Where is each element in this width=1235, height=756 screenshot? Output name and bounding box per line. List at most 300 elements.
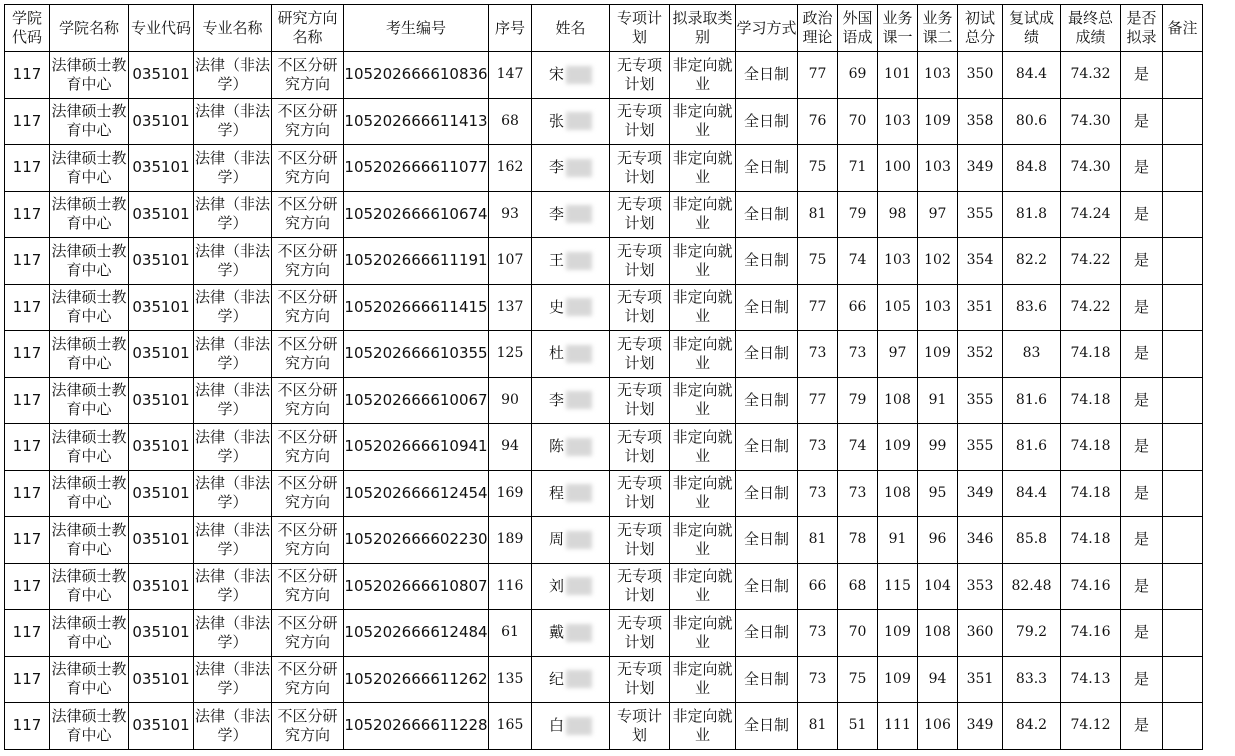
cell-plan: 无专项计划 <box>610 331 670 378</box>
cell-course2: 108 <box>918 610 958 657</box>
table-row <box>5 98 1203 145</box>
cell-initial: 351 <box>958 284 1003 331</box>
cell-admit: 是 <box>1121 331 1163 378</box>
cell-name <box>532 424 610 471</box>
cell-exam-id: 105202666611262 <box>344 656 489 703</box>
cell-initial: 354 <box>958 238 1003 285</box>
cell-plan: 专项计划 <box>610 703 670 750</box>
student-name: 陈 <box>548 437 564 456</box>
privacy-blur-mask <box>566 345 592 363</box>
cell-retest: 84.4 <box>1003 470 1061 517</box>
cell-course2: 99 <box>918 424 958 471</box>
table-row <box>5 424 1203 471</box>
cell-college: 法律硕士教育中心 <box>50 191 129 238</box>
cell-major: 法律（非法学） <box>194 377 272 424</box>
cell-code: 117 <box>5 703 50 750</box>
cell-seq: 93 <box>489 191 532 238</box>
cell-code: 117 <box>5 145 50 192</box>
cell-direction: 不区分研究方向 <box>272 145 344 192</box>
cell-category: 非定向就业 <box>670 145 736 192</box>
cell-major-code: 035101 <box>129 703 194 750</box>
cell-name <box>532 52 610 99</box>
cell-code: 117 <box>5 656 50 703</box>
cell-initial: 355 <box>958 424 1003 471</box>
cell-code: 117 <box>5 517 50 564</box>
cell-initial: 349 <box>958 703 1003 750</box>
privacy-blur-mask <box>566 205 592 223</box>
cell-college: 法律硕士教育中心 <box>50 98 129 145</box>
cell-name <box>532 703 610 750</box>
student-name: 纪 <box>548 669 564 688</box>
cell-mode: 全日制 <box>736 284 798 331</box>
cell-course1: 103 <box>878 238 918 285</box>
cell-category: 非定向就业 <box>670 284 736 331</box>
cell-direction: 不区分研究方向 <box>272 470 344 517</box>
cell-major: 法律（非法学） <box>194 191 272 238</box>
cell-major: 法律（非法学） <box>194 98 272 145</box>
cell-plan: 无专项计划 <box>610 563 670 610</box>
cell-name <box>532 377 610 424</box>
cell-admit: 是 <box>1121 424 1163 471</box>
cell-admit: 是 <box>1121 656 1163 703</box>
student-name: 王 <box>548 251 564 270</box>
cell-initial: 350 <box>958 52 1003 99</box>
cell-exam-id: 105202666612484 <box>344 610 489 657</box>
cell-code: 117 <box>5 238 50 285</box>
cell-plan: 无专项计划 <box>610 238 670 285</box>
column-header: 政治理论 <box>798 5 838 52</box>
admission-table <box>4 4 1203 750</box>
cell-exam-id: 105202666612454 <box>344 470 489 517</box>
cell-retest: 84.2 <box>1003 703 1061 750</box>
cell-mode: 全日制 <box>736 238 798 285</box>
cell-admit: 是 <box>1121 610 1163 657</box>
cell-course1: 91 <box>878 517 918 564</box>
cell-exam-id: 105202666602230 <box>344 517 489 564</box>
cell-course2: 106 <box>918 703 958 750</box>
cell-note <box>1163 284 1203 331</box>
cell-major: 法律（非法学） <box>194 145 272 192</box>
cell-admit: 是 <box>1121 238 1163 285</box>
cell-category: 非定向就业 <box>670 191 736 238</box>
cell-mode: 全日制 <box>736 517 798 564</box>
cell-final: 74.22 <box>1061 284 1121 331</box>
cell-note <box>1163 517 1203 564</box>
cell-seq: 137 <box>489 284 532 331</box>
cell-plan: 无专项计划 <box>610 517 670 564</box>
privacy-blur-mask <box>566 438 592 456</box>
privacy-blur-mask <box>566 66 592 84</box>
cell-note <box>1163 191 1203 238</box>
cell-retest: 80.6 <box>1003 98 1061 145</box>
column-header: 专项计划 <box>610 5 670 52</box>
table-row <box>5 145 1203 192</box>
cell-major-code: 035101 <box>129 331 194 378</box>
column-header: 是否拟录 <box>1121 5 1163 52</box>
cell-major-code: 035101 <box>129 238 194 285</box>
student-name: 宋 <box>548 65 564 84</box>
cell-category: 非定向就业 <box>670 563 736 610</box>
cell-admit: 是 <box>1121 703 1163 750</box>
cell-course1: 98 <box>878 191 918 238</box>
cell-college: 法律硕士教育中心 <box>50 563 129 610</box>
cell-note <box>1163 563 1203 610</box>
cell-politics: 73 <box>798 331 838 378</box>
privacy-blur-mask <box>566 159 592 177</box>
table-row <box>5 52 1203 99</box>
cell-retest: 84.4 <box>1003 52 1061 99</box>
cell-note <box>1163 145 1203 192</box>
cell-foreign: 75 <box>838 656 878 703</box>
cell-mode: 全日制 <box>736 377 798 424</box>
table-row <box>5 517 1203 564</box>
cell-code: 117 <box>5 424 50 471</box>
cell-course1: 109 <box>878 424 918 471</box>
cell-politics: 77 <box>798 377 838 424</box>
cell-major: 法律（非法学） <box>194 563 272 610</box>
cell-retest: 82.2 <box>1003 238 1061 285</box>
cell-course1: 108 <box>878 377 918 424</box>
student-name: 戴 <box>548 623 564 642</box>
cell-code: 117 <box>5 563 50 610</box>
cell-name <box>532 238 610 285</box>
cell-seq: 169 <box>489 470 532 517</box>
cell-exam-id: 105202666610941 <box>344 424 489 471</box>
cell-foreign: 71 <box>838 145 878 192</box>
cell-politics: 81 <box>798 517 838 564</box>
student-name: 白 <box>548 716 564 735</box>
column-header: 专业代码 <box>129 5 194 52</box>
table-row <box>5 377 1203 424</box>
cell-note <box>1163 52 1203 99</box>
cell-name <box>532 470 610 517</box>
column-header: 拟录取类别 <box>670 5 736 52</box>
cell-mode: 全日制 <box>736 145 798 192</box>
cell-retest: 83 <box>1003 331 1061 378</box>
cell-foreign: 78 <box>838 517 878 564</box>
cell-politics: 73 <box>798 470 838 517</box>
cell-final: 74.18 <box>1061 377 1121 424</box>
cell-college: 法律硕士教育中心 <box>50 610 129 657</box>
cell-major: 法律（非法学） <box>194 284 272 331</box>
cell-name <box>532 563 610 610</box>
table-row <box>5 331 1203 378</box>
column-header: 最终总成绩 <box>1061 5 1121 52</box>
cell-initial: 358 <box>958 98 1003 145</box>
cell-direction: 不区分研究方向 <box>272 610 344 657</box>
cell-note <box>1163 424 1203 471</box>
column-header: 初试总分 <box>958 5 1003 52</box>
cell-major: 法律（非法学） <box>194 517 272 564</box>
cell-category: 非定向就业 <box>670 238 736 285</box>
cell-course2: 102 <box>918 238 958 285</box>
cell-initial: 355 <box>958 191 1003 238</box>
cell-mode: 全日制 <box>736 656 798 703</box>
cell-name <box>532 284 610 331</box>
cell-major-code: 035101 <box>129 610 194 657</box>
cell-major-code: 035101 <box>129 563 194 610</box>
cell-name <box>532 98 610 145</box>
cell-mode: 全日制 <box>736 424 798 471</box>
cell-college: 法律硕士教育中心 <box>50 517 129 564</box>
cell-plan: 无专项计划 <box>610 52 670 99</box>
cell-category: 非定向就业 <box>670 517 736 564</box>
cell-direction: 不区分研究方向 <box>272 377 344 424</box>
table-row <box>5 238 1203 285</box>
cell-major: 法律（非法学） <box>194 470 272 517</box>
cell-note <box>1163 703 1203 750</box>
cell-plan: 无专项计划 <box>610 284 670 331</box>
cell-initial: 349 <box>958 470 1003 517</box>
table-row <box>5 563 1203 610</box>
cell-category: 非定向就业 <box>670 52 736 99</box>
table-row <box>5 191 1203 238</box>
cell-foreign: 74 <box>838 424 878 471</box>
cell-politics: 66 <box>798 563 838 610</box>
cell-course1: 115 <box>878 563 918 610</box>
student-name: 张 <box>548 111 564 130</box>
cell-admit: 是 <box>1121 563 1163 610</box>
cell-plan: 无专项计划 <box>610 424 670 471</box>
cell-direction: 不区分研究方向 <box>272 517 344 564</box>
cell-college: 法律硕士教育中心 <box>50 145 129 192</box>
cell-name <box>532 610 610 657</box>
cell-exam-id: 105202666611077 <box>344 145 489 192</box>
cell-admit: 是 <box>1121 284 1163 331</box>
cell-course2: 104 <box>918 563 958 610</box>
cell-admit: 是 <box>1121 145 1163 192</box>
cell-code: 117 <box>5 191 50 238</box>
student-name: 杜 <box>548 344 564 363</box>
cell-exam-id: 105202666610067 <box>344 377 489 424</box>
privacy-blur-mask <box>566 391 592 409</box>
cell-course2: 96 <box>918 517 958 564</box>
cell-seq: 125 <box>489 331 532 378</box>
cell-direction: 不区分研究方向 <box>272 284 344 331</box>
cell-category: 非定向就业 <box>670 98 736 145</box>
cell-course1: 109 <box>878 610 918 657</box>
cell-politics: 73 <box>798 424 838 471</box>
cell-politics: 76 <box>798 98 838 145</box>
cell-code: 117 <box>5 377 50 424</box>
cell-exam-id: 105202666610355 <box>344 331 489 378</box>
cell-name <box>532 331 610 378</box>
cell-foreign: 69 <box>838 52 878 99</box>
cell-code: 117 <box>5 610 50 657</box>
table-header <box>5 5 1203 52</box>
privacy-blur-mask <box>566 624 592 642</box>
cell-note <box>1163 238 1203 285</box>
privacy-blur-mask <box>566 717 592 735</box>
cell-retest: 81.6 <box>1003 424 1061 471</box>
cell-course2: 103 <box>918 284 958 331</box>
cell-plan: 无专项计划 <box>610 191 670 238</box>
cell-course1: 105 <box>878 284 918 331</box>
cell-category: 非定向就业 <box>670 470 736 517</box>
cell-mode: 全日制 <box>736 610 798 657</box>
cell-college: 法律硕士教育中心 <box>50 238 129 285</box>
cell-note <box>1163 331 1203 378</box>
privacy-blur-mask <box>566 670 592 688</box>
cell-seq: 189 <box>489 517 532 564</box>
cell-direction: 不区分研究方向 <box>272 191 344 238</box>
cell-direction: 不区分研究方向 <box>272 52 344 99</box>
cell-direction: 不区分研究方向 <box>272 703 344 750</box>
cell-direction: 不区分研究方向 <box>272 424 344 471</box>
cell-major-code: 035101 <box>129 656 194 703</box>
cell-code: 117 <box>5 98 50 145</box>
cell-retest: 81.8 <box>1003 191 1061 238</box>
cell-admit: 是 <box>1121 98 1163 145</box>
cell-final: 74.16 <box>1061 610 1121 657</box>
cell-final: 74.22 <box>1061 238 1121 285</box>
cell-exam-id: 105202666611415 <box>344 284 489 331</box>
cell-foreign: 73 <box>838 331 878 378</box>
cell-politics: 77 <box>798 284 838 331</box>
cell-foreign: 51 <box>838 703 878 750</box>
cell-course2: 91 <box>918 377 958 424</box>
cell-college: 法律硕士教育中心 <box>50 656 129 703</box>
cell-retest: 85.8 <box>1003 517 1061 564</box>
cell-major-code: 035101 <box>129 98 194 145</box>
cell-seq: 107 <box>489 238 532 285</box>
cell-direction: 不区分研究方向 <box>272 563 344 610</box>
cell-major: 法律（非法学） <box>194 656 272 703</box>
admission-table-wrapper <box>4 4 1203 750</box>
cell-college: 法律硕士教育中心 <box>50 331 129 378</box>
cell-direction: 不区分研究方向 <box>272 331 344 378</box>
cell-college: 法律硕士教育中心 <box>50 52 129 99</box>
cell-major: 法律（非法学） <box>194 424 272 471</box>
cell-name <box>532 656 610 703</box>
cell-code: 117 <box>5 52 50 99</box>
cell-mode: 全日制 <box>736 703 798 750</box>
column-header: 业务课一 <box>878 5 918 52</box>
table-row <box>5 703 1203 750</box>
cell-course1: 100 <box>878 145 918 192</box>
cell-initial: 346 <box>958 517 1003 564</box>
column-header: 学院代码 <box>5 5 50 52</box>
cell-mode: 全日制 <box>736 470 798 517</box>
cell-major: 法律（非法学） <box>194 331 272 378</box>
cell-admit: 是 <box>1121 52 1163 99</box>
column-header: 姓名 <box>532 5 610 52</box>
cell-final: 74.32 <box>1061 52 1121 99</box>
cell-course2: 95 <box>918 470 958 517</box>
cell-final: 74.30 <box>1061 98 1121 145</box>
cell-mode: 全日制 <box>736 331 798 378</box>
column-header: 序号 <box>489 5 532 52</box>
cell-major-code: 035101 <box>129 284 194 331</box>
cell-note <box>1163 610 1203 657</box>
cell-final: 74.18 <box>1061 470 1121 517</box>
cell-college: 法律硕士教育中心 <box>50 703 129 750</box>
cell-politics: 81 <box>798 703 838 750</box>
cell-college: 法律硕士教育中心 <box>50 284 129 331</box>
cell-foreign: 73 <box>838 470 878 517</box>
student-name: 史 <box>548 297 564 316</box>
cell-major-code: 035101 <box>129 424 194 471</box>
cell-major: 法律（非法学） <box>194 52 272 99</box>
student-name: 李 <box>548 158 564 177</box>
cell-code: 117 <box>5 331 50 378</box>
cell-course2: 109 <box>918 98 958 145</box>
cell-retest: 82.48 <box>1003 563 1061 610</box>
cell-seq: 135 <box>489 656 532 703</box>
table-row <box>5 656 1203 703</box>
cell-category: 非定向就业 <box>670 703 736 750</box>
cell-foreign: 66 <box>838 284 878 331</box>
cell-initial: 349 <box>958 145 1003 192</box>
cell-final: 74.18 <box>1061 517 1121 564</box>
cell-major: 法律（非法学） <box>194 238 272 285</box>
cell-major-code: 035101 <box>129 470 194 517</box>
cell-foreign: 70 <box>838 610 878 657</box>
cell-direction: 不区分研究方向 <box>272 238 344 285</box>
cell-retest: 83.6 <box>1003 284 1061 331</box>
cell-initial: 355 <box>958 377 1003 424</box>
privacy-blur-mask <box>566 252 592 270</box>
cell-seq: 165 <box>489 703 532 750</box>
cell-exam-id: 105202666610807 <box>344 563 489 610</box>
cell-major-code: 035101 <box>129 52 194 99</box>
cell-course2: 94 <box>918 656 958 703</box>
column-header: 学习方式 <box>736 5 798 52</box>
cell-politics: 73 <box>798 656 838 703</box>
table-row <box>5 284 1203 331</box>
cell-exam-id: 105202666611228 <box>344 703 489 750</box>
privacy-blur-mask <box>566 531 592 549</box>
cell-category: 非定向就业 <box>670 656 736 703</box>
cell-seq: 116 <box>489 563 532 610</box>
cell-major: 法律（非法学） <box>194 610 272 657</box>
cell-college: 法律硕士教育中心 <box>50 470 129 517</box>
cell-course1: 101 <box>878 52 918 99</box>
cell-course2: 109 <box>918 331 958 378</box>
cell-mode: 全日制 <box>736 98 798 145</box>
student-name: 程 <box>548 483 564 502</box>
cell-politics: 75 <box>798 145 838 192</box>
cell-exam-id: 105202666611191 <box>344 238 489 285</box>
cell-direction: 不区分研究方向 <box>272 656 344 703</box>
cell-final: 74.13 <box>1061 656 1121 703</box>
cell-final: 74.24 <box>1061 191 1121 238</box>
column-header: 复试成绩 <box>1003 5 1061 52</box>
cell-major-code: 035101 <box>129 191 194 238</box>
cell-retest: 81.6 <box>1003 377 1061 424</box>
column-header: 考生编号 <box>344 5 489 52</box>
cell-direction: 不区分研究方向 <box>272 98 344 145</box>
cell-initial: 353 <box>958 563 1003 610</box>
cell-major-code: 035101 <box>129 145 194 192</box>
cell-seq: 94 <box>489 424 532 471</box>
cell-admit: 是 <box>1121 377 1163 424</box>
cell-college: 法律硕士教育中心 <box>50 377 129 424</box>
student-name: 周 <box>548 530 564 549</box>
cell-plan: 无专项计划 <box>610 98 670 145</box>
cell-admit: 是 <box>1121 470 1163 517</box>
cell-major: 法律（非法学） <box>194 703 272 750</box>
table-row <box>5 610 1203 657</box>
column-header: 研究方向名称 <box>272 5 344 52</box>
column-header: 学院名称 <box>50 5 129 52</box>
cell-final: 74.16 <box>1061 563 1121 610</box>
column-header: 备注 <box>1163 5 1203 52</box>
student-name: 刘 <box>548 576 564 595</box>
cell-initial: 360 <box>958 610 1003 657</box>
privacy-blur-mask <box>566 484 592 502</box>
cell-plan: 无专项计划 <box>610 145 670 192</box>
